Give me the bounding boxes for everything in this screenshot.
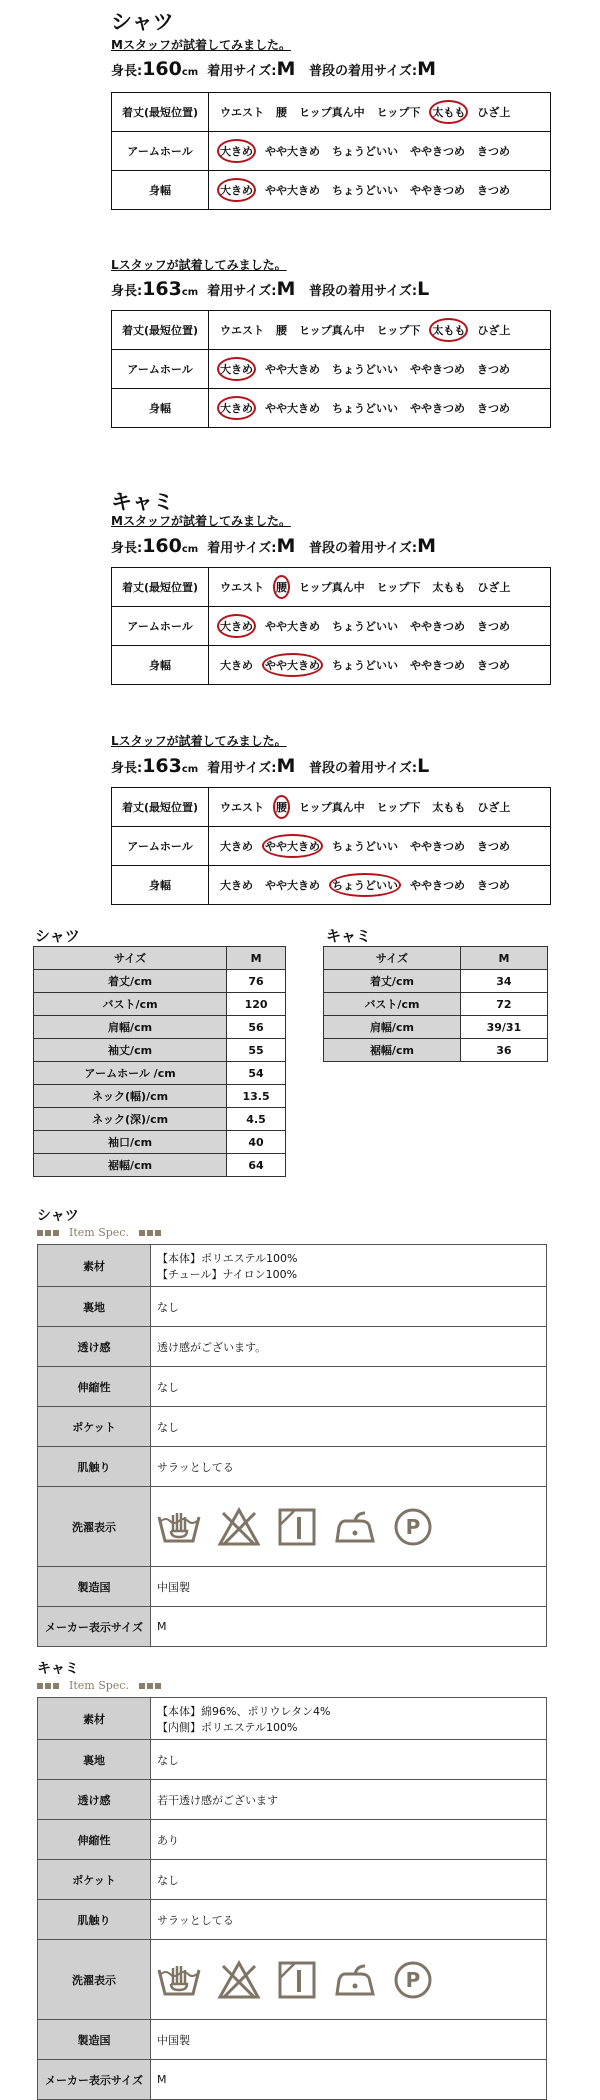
spec-value [151,1780,547,1820]
height-unit: cm [181,544,199,555]
fit-option: ちょうどいい [332,659,398,672]
size-key: 着丈/cm [324,970,461,993]
spec-value-line: 透け感がございます。 [157,1340,267,1354]
fit-option-selected: 大きめ [217,139,256,163]
fit-section-title: キャミ [111,490,174,514]
fit-option: きつめ [477,659,510,672]
fit-row-label: 着丈(最短位置) [112,568,209,607]
fit-option: ウエスト [220,106,264,119]
spec-value [151,1245,547,1287]
size-key: 着丈/cm [34,970,227,993]
fit-table [111,787,551,905]
spec-value [151,1860,547,1900]
spec-key: 伸縮性 [38,1367,151,1407]
no-bleach-icon [217,1507,261,1547]
fit-option: きつめ [477,879,510,892]
size-key: バスト/cm [324,993,461,1016]
spec-row [38,1940,547,2020]
size-value: M [276,278,296,300]
fit-row-label: 身幅 [112,389,209,428]
fit-row-label: 身幅 [112,866,209,905]
fit-option: やや大きめ [265,402,320,415]
fit-row [112,607,551,646]
fit-option: ウエスト [220,581,264,594]
fit-row [112,350,551,389]
size-row [34,993,286,1016]
staff-note: Lスタッフが試着してみました。 [111,258,287,272]
size-table [33,946,286,1177]
size-key: ネック(幅)/cm [34,1085,227,1108]
spec-value [151,1607,547,1647]
fit-option-selected: 腰 [273,795,290,819]
spec-value-line: 中国製 [157,2033,190,2047]
height-value: 163 [142,278,182,300]
size-value: 4.5 [227,1108,286,1131]
spec-key: 素材 [38,1245,151,1287]
size-header-cell: M [227,947,286,970]
spec-key: 伸縮性 [38,1820,151,1860]
spec-table [37,1244,547,1647]
fit-row [112,389,551,428]
spec-subtitle [37,1226,161,1239]
size-table [323,946,548,1062]
size-row [34,1131,286,1154]
spec-key: ポケット [38,1860,151,1900]
measurement-line [111,755,429,777]
size-header-cell: M [460,947,547,970]
dry-clean-p-icon [393,1507,433,1547]
fit-row [112,827,551,866]
fit-option: やや大きめ [265,620,320,633]
fit-option: ヒップ下 [376,581,421,594]
spec-row [38,1287,547,1327]
spec-key: 洗濯表示 [38,1487,151,1567]
spec-key: メーカー表示サイズ [38,2060,151,2100]
fit-option: ややきつめ [410,879,465,892]
height-label: 身長: [111,541,143,556]
spec-value [151,2020,547,2060]
fit-option: ウエスト [220,324,264,337]
usual-size-value: M [417,58,437,80]
decor-squares [139,1230,161,1236]
spec-value [151,1940,547,2020]
size-value: M [276,755,296,777]
fit-option: きつめ [477,620,510,633]
spec-key: 製造国 [38,1567,151,1607]
fit-row [112,93,551,132]
fit-option: ヒップ真ん中 [299,324,365,337]
size-value: 39/31 [460,1016,547,1039]
spec-row [38,2020,547,2060]
size-value: 40 [227,1131,286,1154]
fit-options [209,568,551,607]
size-row [324,970,548,993]
height-label: 身長: [111,761,143,776]
spec-value [151,1820,547,1860]
fit-option-selected: ちょうどいい [329,873,401,897]
fit-row-label: 着丈(最短位置) [112,311,209,350]
height-value: 163 [142,755,182,777]
fit-option: やや大きめ [265,879,320,892]
fit-option: ひざ上 [477,324,511,337]
spec-value [151,1487,547,1567]
spec-value [151,1900,547,1940]
fit-option: ちょうどいい [332,363,398,376]
fit-row-label: アームホール [112,350,209,389]
spec-value-line: 【本体】綿96%、ポリウレタン4% [157,1704,331,1718]
size-header-row [34,947,286,970]
size-value: 64 [227,1154,286,1177]
spec-value [151,1327,547,1367]
fit-option-selected: 大きめ [217,178,256,202]
fit-option: ややきつめ [410,184,465,197]
size-row [34,1154,286,1177]
size-value: 34 [460,970,547,993]
spec-row [38,1820,547,1860]
spec-value-line: なし [157,1753,179,1767]
fit-option: 腰 [276,106,287,119]
fit-option: ちょうどいい [332,402,398,415]
size-row [34,1108,286,1131]
staff-note: Lスタッフが試着してみました。 [111,734,287,748]
fit-row-label: アームホール [112,132,209,171]
hand-wash-icon [157,1507,201,1547]
fit-option: やや大きめ [265,363,320,376]
fit-option: 太もも [432,581,466,594]
fit-option-selected: やや大きめ [262,653,323,677]
spec-value-line: サラッとしてる [157,1460,234,1474]
spec-row [38,1780,547,1820]
staff-note: Mスタッフが試着してみました。 [111,514,291,528]
spec-key: 透け感 [38,1327,151,1367]
spec-key: 裏地 [38,1287,151,1327]
height-value: 160 [142,535,182,557]
size-label: 着用サイズ: [207,761,277,776]
size-header-cell: サイズ [34,947,227,970]
fit-option: ヒップ下 [376,106,421,119]
fit-option: ひざ上 [477,106,511,119]
size-row [34,1062,286,1085]
fit-option: ひざ上 [477,801,511,814]
fit-option: ヒップ真ん中 [299,581,365,594]
fit-option: 大きめ [220,879,253,892]
hand-wash-icon [157,1960,201,2000]
fit-options [209,311,551,350]
fit-section-title: シャツ [111,10,174,34]
fit-option: ちょうどいい [332,145,398,158]
size-table-title: シャツ [35,927,80,945]
spec-row [38,1447,547,1487]
no-bleach-icon [217,1960,261,2000]
spec-row [38,1327,547,1367]
fit-option: ちょうどいい [332,184,398,197]
fit-row-label: アームホール [112,607,209,646]
height-label: 身長: [111,284,143,299]
fit-option: やや大きめ [265,145,320,158]
fit-option: 大きめ [220,659,253,672]
fit-row [112,788,551,827]
fit-option: ひざ上 [477,581,511,594]
fit-option: ややきつめ [410,363,465,376]
spec-key: 洗濯表示 [38,1940,151,2020]
fit-row [112,646,551,685]
usual-size-label: 普段の着用サイズ: [308,284,418,299]
spec-value-line: 若干透け感がございます [157,1793,278,1807]
fit-options [209,866,551,905]
spec-row [38,1367,547,1407]
drip-dry-icon [277,1960,317,2000]
size-key: 肩幅/cm [34,1016,227,1039]
size-key: 裾幅/cm [34,1154,227,1177]
height-label: 身長: [111,64,143,79]
spec-key: 製造国 [38,2020,151,2060]
spec-value-line: なし [157,1380,179,1394]
fit-option: ヒップ下 [376,324,421,337]
care-symbols [157,1507,540,1547]
fit-option-selected: 太もも [429,100,468,124]
usual-size-label: 普段の着用サイズ: [308,541,418,556]
usual-size-value: M [417,535,437,557]
usual-size-value: L [417,278,430,300]
spec-key: メーカー表示サイズ [38,1607,151,1647]
size-key: バスト/cm [34,993,227,1016]
size-row [34,1039,286,1062]
spec-value-line: 【本体】ポリエステル100% [157,1251,298,1265]
spec-value-line: M [157,1620,167,1633]
size-value: M [276,535,296,557]
spec-key: 素材 [38,1698,151,1740]
fit-option-selected: 大きめ [217,357,256,381]
size-value: 36 [460,1039,547,1062]
fit-row [112,866,551,905]
spec-key: 透け感 [38,1780,151,1820]
fit-row-label: 身幅 [112,646,209,685]
size-row [34,970,286,993]
decor-squares [139,1683,161,1689]
fit-option: きつめ [477,363,510,376]
spec-key: 肌触り [38,1900,151,1940]
spec-section-title: シャツ [37,1208,79,1224]
spec-row [38,2060,547,2100]
height-value: 160 [142,58,182,80]
fit-option: ウエスト [220,801,264,814]
spec-row [38,1860,547,1900]
spec-key: 肌触り [38,1447,151,1487]
size-value: 56 [227,1016,286,1039]
spec-row [38,1487,547,1567]
size-row [324,993,548,1016]
fit-table [111,567,551,685]
spec-section-title: キャミ [37,1661,79,1677]
fit-option: 大きめ [220,840,253,853]
size-row [34,1016,286,1039]
fit-options [209,827,551,866]
fit-table [111,310,551,428]
fit-options [209,350,551,389]
spec-table [37,1697,547,2100]
spec-value-line: なし [157,1420,179,1434]
fit-option: やや大きめ [265,184,320,197]
fit-option: ヒップ真ん中 [299,801,365,814]
spec-row [38,1740,547,1780]
svg-text:P: P [405,1514,421,1539]
size-key: 袖丈/cm [34,1039,227,1062]
decor-squares [37,1230,59,1236]
fit-option: きつめ [477,840,510,853]
spec-value-line: なし [157,1873,179,1887]
fit-table [111,92,551,210]
fit-option: 腰 [276,324,287,337]
usual-size-label: 普段の着用サイズ: [308,761,418,776]
care-symbols [157,1960,540,2000]
fit-option: ややきつめ [410,402,465,415]
fit-option: ややきつめ [410,840,465,853]
usual-size-label: 普段の着用サイズ: [308,64,418,79]
fit-options [209,132,551,171]
fit-options [209,646,551,685]
measurement-line [111,278,429,300]
drip-dry-icon [277,1507,317,1547]
spec-row [38,1607,547,1647]
size-header-row [324,947,548,970]
spec-value [151,1698,547,1740]
fit-row [112,132,551,171]
size-key: アームホール /cm [34,1062,227,1085]
spec-value-line: 中国製 [157,1580,190,1594]
iron-low-icon [333,1507,377,1547]
spec-row [38,1900,547,1940]
fit-row-label: 着丈(最短位置) [112,93,209,132]
size-value: 72 [460,993,547,1016]
fit-option: きつめ [477,184,510,197]
fit-option: ヒップ真ん中 [299,106,365,119]
dry-clean-p-icon [393,1960,433,2000]
fit-row-label: 着丈(最短位置) [112,788,209,827]
size-row [324,1016,548,1039]
fit-option: 太もも [432,801,466,814]
height-unit: cm [181,287,199,298]
fit-option: ややきつめ [410,145,465,158]
size-label: 着用サイズ: [207,284,277,299]
size-key: 袖口/cm [34,1131,227,1154]
fit-option-selected: 腰 [273,575,290,599]
spec-row [38,1698,547,1740]
fit-option: きつめ [477,402,510,415]
size-table-title: キャミ [326,927,372,945]
decor-squares [37,1683,59,1689]
spec-key: ポケット [38,1407,151,1447]
spec-value [151,1567,547,1607]
size-label: 着用サイズ: [207,64,277,79]
staff-note: Mスタッフが試着してみました。 [111,38,291,52]
fit-option: きつめ [477,145,510,158]
spec-value [151,1447,547,1487]
fit-option-selected: やや大きめ [262,834,323,858]
fit-options [209,788,551,827]
size-row [34,1085,286,1108]
spec-row [38,1567,547,1607]
fit-options [209,607,551,646]
spec-key: 裏地 [38,1740,151,1780]
size-value: 54 [227,1062,286,1085]
spec-row [38,1407,547,1447]
fit-row-label: アームホール [112,827,209,866]
fit-option: ややきつめ [410,659,465,672]
size-row [324,1039,548,1062]
fit-row-label: 身幅 [112,171,209,210]
spec-value-line: 【チュール】ナイロン100% [157,1267,298,1281]
spec-subtitle-text: Item Spec. [69,1679,129,1692]
spec-value-line: M [157,2073,167,2086]
spec-subtitle [37,1679,161,1692]
size-value: 76 [227,970,286,993]
spec-value [151,1367,547,1407]
fit-option: ちょうどいい [332,840,398,853]
size-header-cell: サイズ [324,947,461,970]
height-unit: cm [181,764,199,775]
fit-row [112,311,551,350]
fit-option-selected: 大きめ [217,396,256,420]
size-value: 120 [227,993,286,1016]
spec-value [151,1740,547,1780]
size-key: ネック(深)/cm [34,1108,227,1131]
fit-options [209,93,551,132]
svg-text:P: P [405,1967,421,1992]
spec-value-line: 【内側】ポリエステル100% [157,1720,298,1734]
fit-row [112,171,551,210]
size-value: 55 [227,1039,286,1062]
fit-options [209,171,551,210]
fit-option: ヒップ下 [376,801,421,814]
size-value: 13.5 [227,1085,286,1108]
spec-value-line: あり [157,1833,179,1847]
measurement-line [111,58,436,80]
spec-value [151,2060,547,2100]
spec-value [151,1407,547,1447]
measurement-line [111,535,436,557]
usual-size-value: L [417,755,430,777]
size-label: 着用サイズ: [207,541,277,556]
iron-low-icon [333,1960,377,2000]
spec-value-line: サラッとしてる [157,1913,234,1927]
fit-option: ややきつめ [410,620,465,633]
fit-option: ちょうどいい [332,620,398,633]
spec-row [38,1245,547,1287]
size-key: 肩幅/cm [324,1016,461,1039]
spec-value-line: なし [157,1300,179,1314]
height-unit: cm [181,67,199,78]
fit-option-selected: 大きめ [217,614,256,638]
fit-option-selected: 太もも [429,318,468,342]
fit-row [112,568,551,607]
spec-value [151,1287,547,1327]
size-value: M [276,58,296,80]
spec-subtitle-text: Item Spec. [69,1226,129,1239]
size-key: 裾幅/cm [324,1039,461,1062]
fit-options [209,389,551,428]
